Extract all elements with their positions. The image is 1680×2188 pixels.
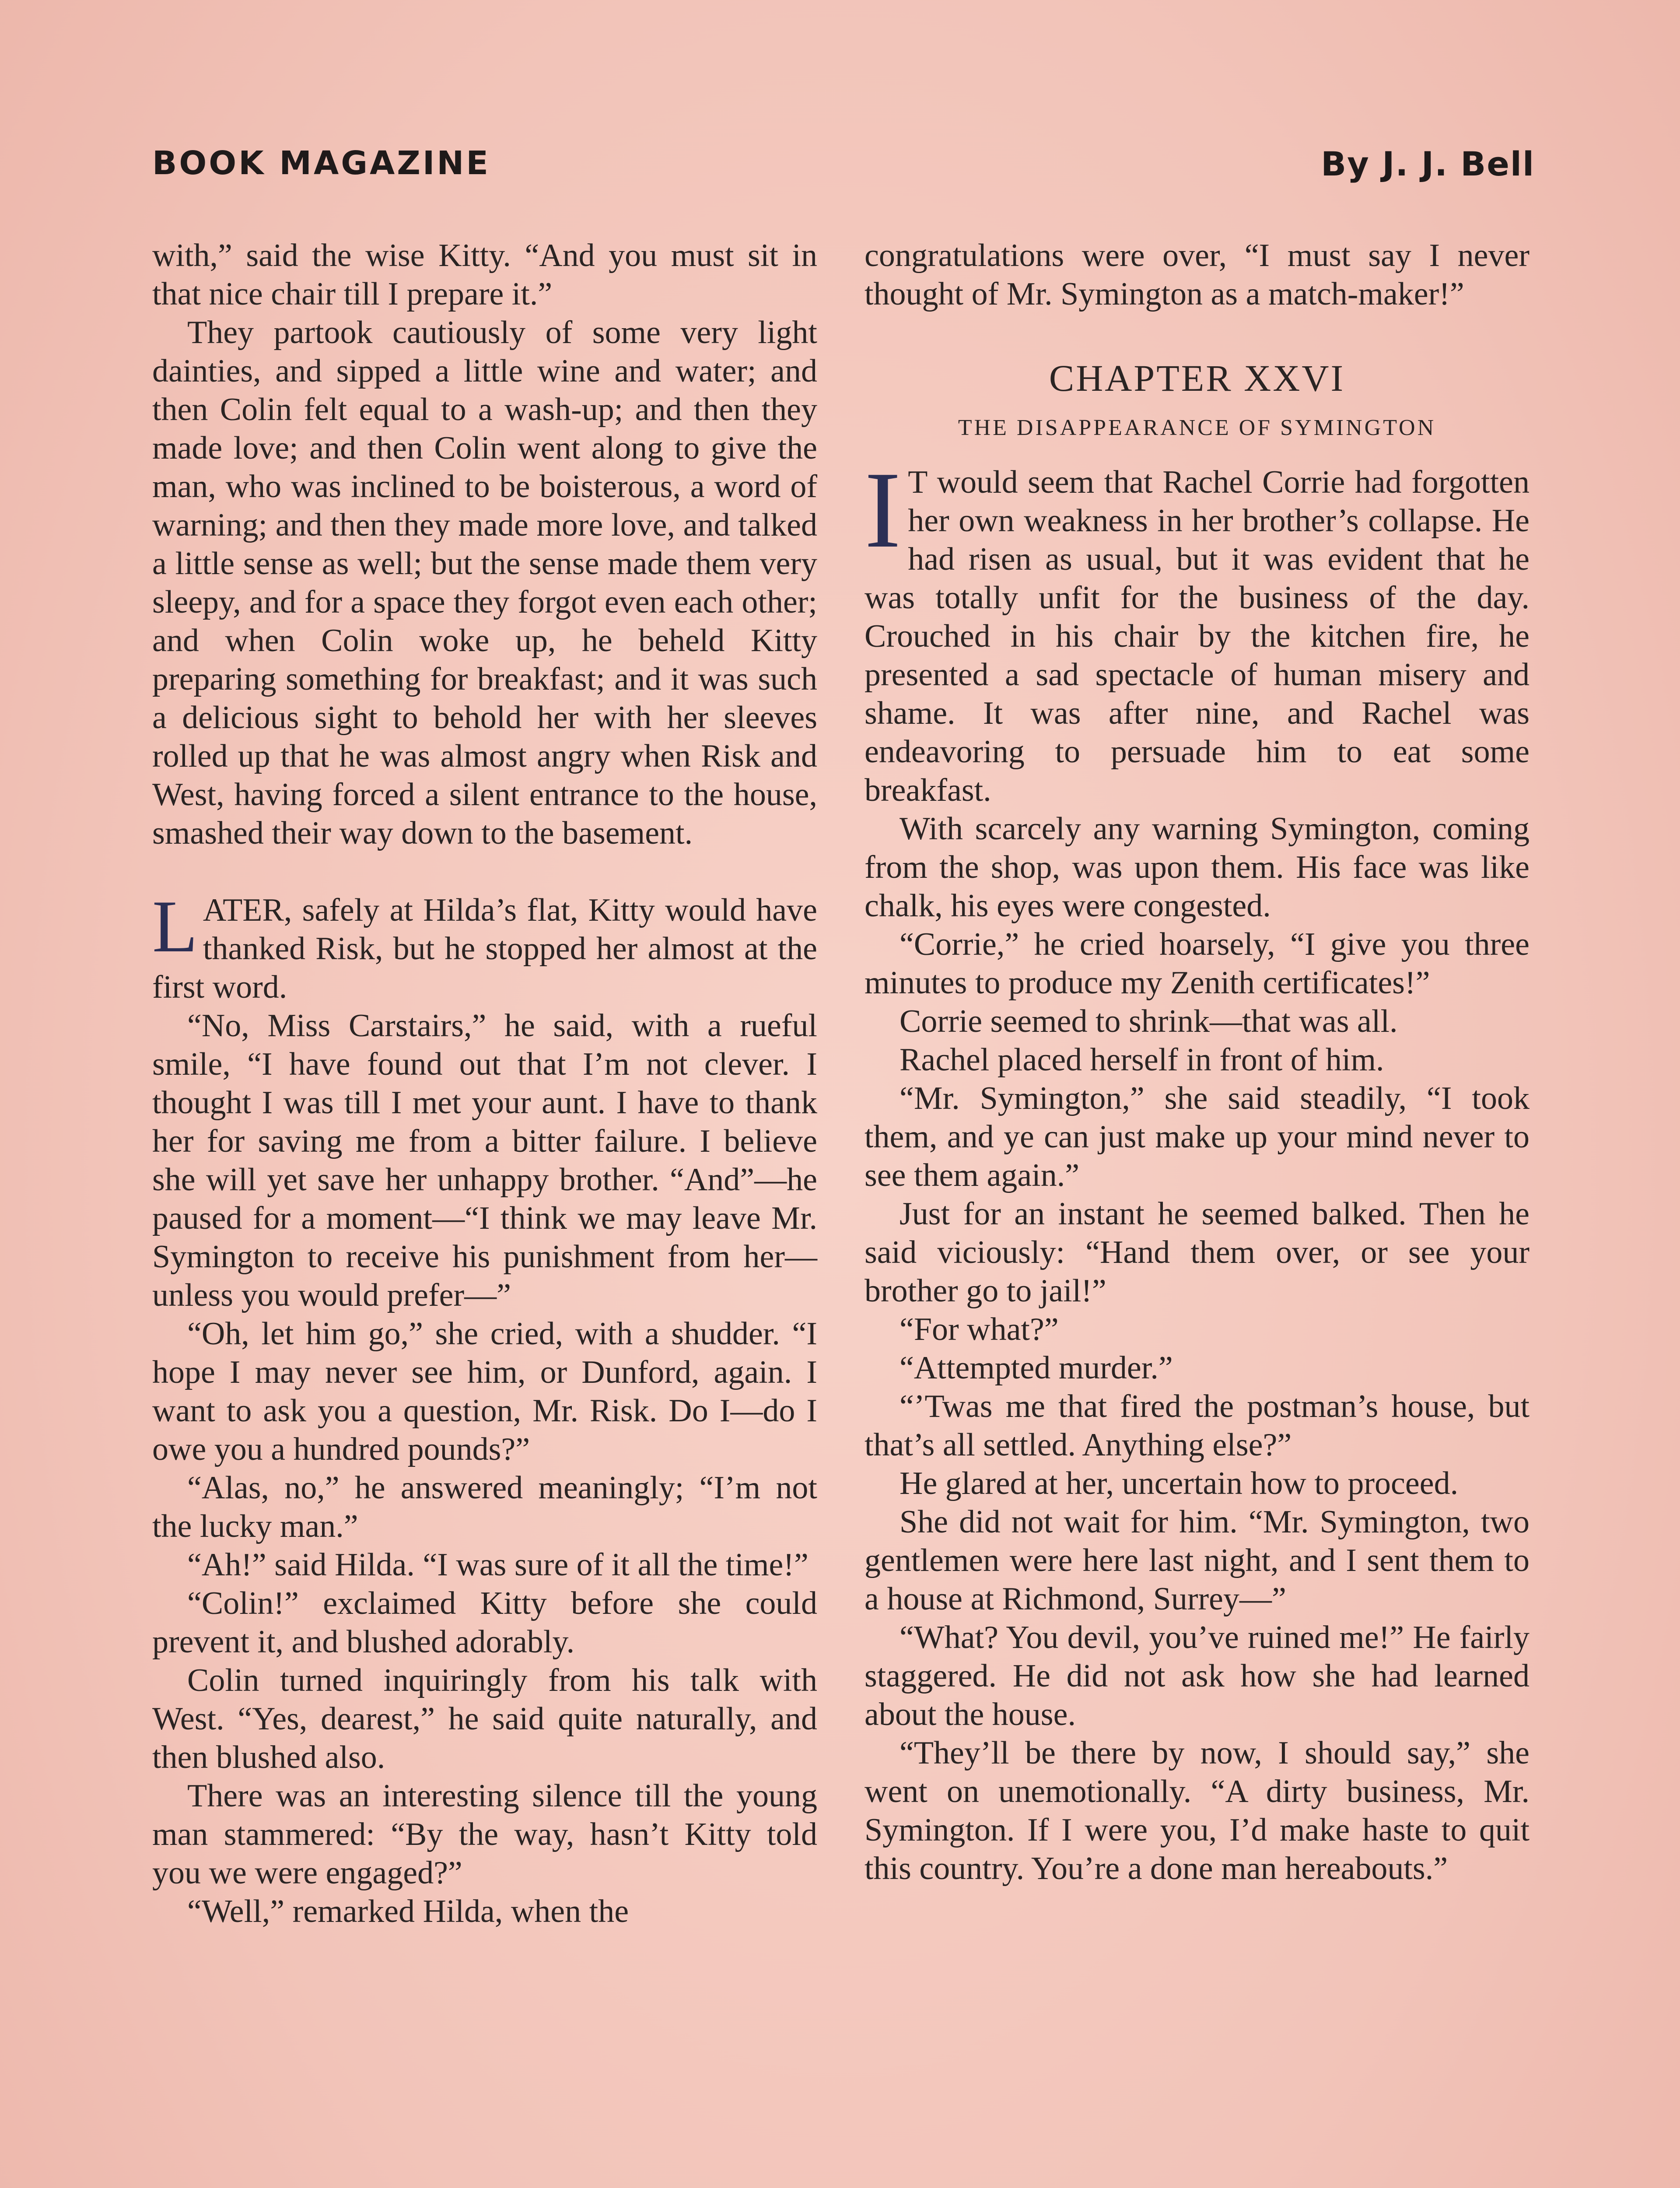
drop-cap-paragraph-text: ATER, safely at Hilda’s flat, Kitty would have thanked Risk, but he stopped her almost at the first word. — [152, 892, 817, 1005]
paragraph: “Corrie,” he cried hoarsely, “I give you three minutes to produce my Zenith certificates!” — [864, 926, 1530, 1001]
drop-cap: L — [152, 885, 198, 968]
paragraph: “No, Miss Carstairs,” he said, with a rueful smile, “I have found out that I’m not clever. I thought I was till I met your aunt. I have to thank her for saving me from a bitter failure. I believe she will yet save her unhappy brother. “And”—he paused for a moment—“I think we may leave Mr. Symington to receive his punishment from her—unless you would prefer—” — [152, 1008, 817, 1313]
paragraph: There was an interesting silence till the young man stammered: “By the way, hasn’t Kitty told you we were engaged?” — [152, 1778, 817, 1891]
section-break — [152, 852, 817, 891]
paragraph: “’Twas me that fired the postman’s house, but that’s all settled. Anything else?” — [864, 1389, 1530, 1463]
paragraph: “Colin!” exclaimed Kitty before she could prevent it, and blushed adorably. — [152, 1585, 817, 1660]
running-header — [152, 144, 1535, 193]
paragraph: “Ah!” said Hilda. “I was sure of it all the time!” — [187, 1547, 808, 1583]
magazine-title: BOOK MAGAZINE — [152, 144, 490, 182]
chapter-title: CHAPTER XXVI — [1049, 357, 1345, 399]
paragraph: They partook cautiously of some very light dainties, and sipped a little wine and water; and then Colin felt equal to a wash-up; and then they made love; and then Colin went along to give the man, who was inclined to be boisterous, a word of warning; and then they made more love, and talked a little sense as well; but the sense made them very sleepy, and for a space they forgot even each other; and when Colin woke up, he beheld Kitty preparing something for breakfast; and it was such a delicious sight to behold her with her sleeves rolled up that he was almost angry when Risk and West, having forced a silent entrance to the house, smashed their way down to the basement. — [152, 315, 817, 851]
paragraph: with,” said the wise Kitty. “And you must sit in that nice chair till I prepare it.” — [152, 238, 817, 312]
paragraph: “Attempted murder.” — [900, 1350, 1173, 1386]
drop-cap: I — [864, 449, 901, 571]
chapter-subtitle: THE DISAPPEARANCE OF SYMINGTON — [958, 415, 1436, 440]
paragraph: “Mr. Symington,” she said steadily, “I took them, and ye can just make up your mind never to see them again.” — [864, 1080, 1530, 1193]
drop-cap-paragraph-text: T would seem that Rachel Corrie had forgotten her own weakness in her brother’s collapse. He had risen as usual, but it was evident that he was totally unfit for the business of the day. Crouched in his chair by the kitchen fire, he presented a sad spectacle of human misery and shame. It was after nine, and Rachel was endeavoring to persuade him to eat some breakfast. — [864, 464, 1530, 808]
paragraph: He glared at her, uncertain how to proceed. — [900, 1466, 1459, 1501]
paragraph: “Well,” remarked Hilda, when the — [187, 1893, 629, 1929]
left-column — [152, 236, 817, 1931]
paragraph: “Oh, let him go,” she cried, with a shudder. “I hope I may never see him, or Dunford, again. I want to ask you a question, Mr. Risk. Do I—do I owe you a hundred pounds?” — [152, 1316, 817, 1467]
right-column — [864, 236, 1530, 1888]
paragraph: Corrie seemed to shrink—that was all. — [900, 1003, 1398, 1039]
paragraph: congratulations were over, “I must say I never thought of Mr. Symington as a match-maker!” — [864, 238, 1530, 312]
paragraph: She did not wait for him. “Mr. Symington, two gentlemen were here last night, and I sent them to a house at Richmond, Surrey—” — [864, 1504, 1530, 1617]
author-byline: By J. J. Bell — [1321, 144, 1535, 183]
paragraph: “Alas, no,” he answered meaningly; “I’m not the lucky man.” — [152, 1470, 817, 1544]
paragraph: “For what?” — [900, 1311, 1059, 1347]
paragraph: With scarcely any warning Symington, coming from the shop, was upon them. His face was like chalk, his eyes were congested. — [864, 811, 1530, 924]
section-opening-paragraph — [152, 885, 817, 1006]
paragraph: Just for an instant he seemed balked. Then he said viciously: “Hand them over, or see your brother go to jail!” — [864, 1196, 1530, 1309]
paragraph: Colin turned inquiringly from his talk with West. “Yes, dearest,” he said quite naturally, and then blushed also. — [152, 1662, 817, 1775]
chapter-opening-paragraph — [864, 449, 1530, 810]
paragraph: “They’ll be there by now, I should say,” she went on unemotionally. “A dirty business, Mr. Symington. If I were you, I’d make haste to quit this country. You’re a done man hereabouts.” — [864, 1735, 1530, 1886]
paragraph: “What? You devil, you’ve ruined me!” He fairly staggered. He did not ask how she had learned about the house. — [864, 1620, 1530, 1732]
paragraph: Rachel placed herself in front of him. — [900, 1042, 1384, 1078]
